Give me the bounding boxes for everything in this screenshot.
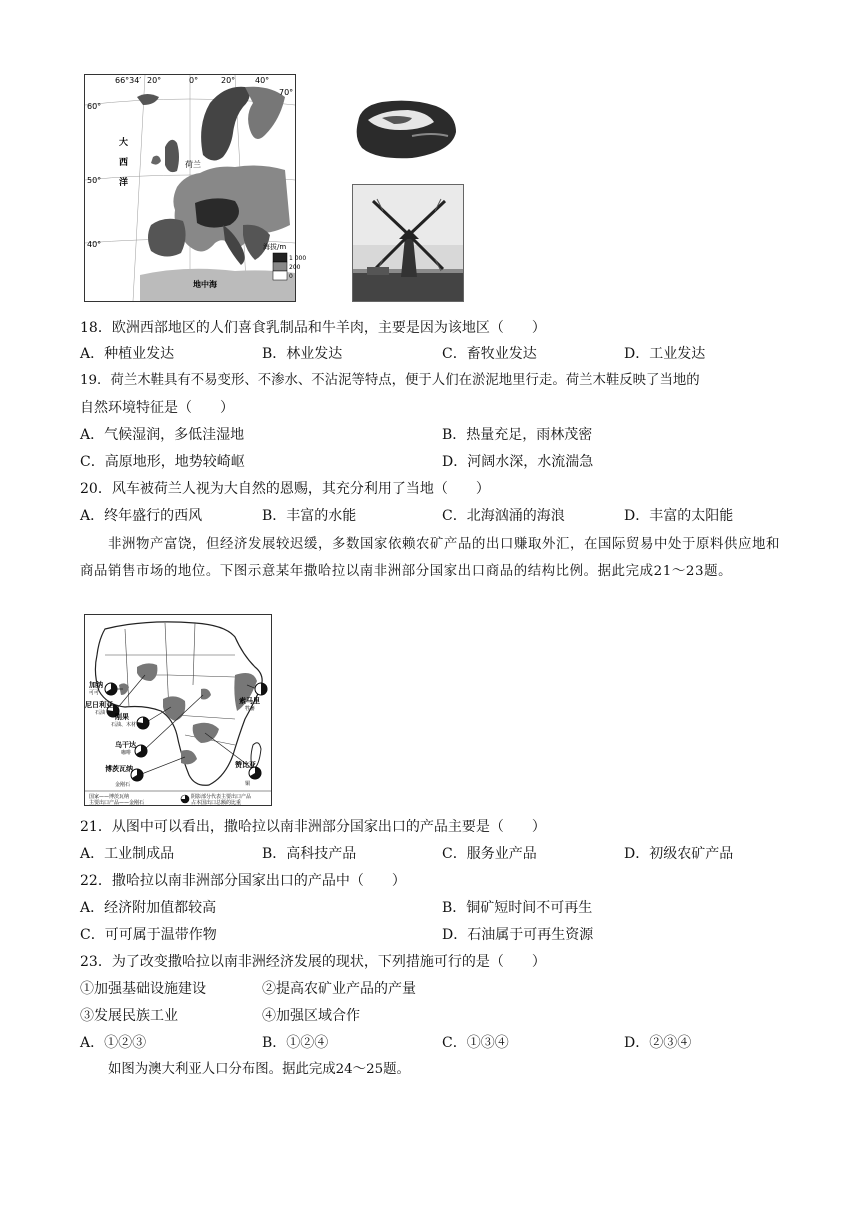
legend-text: 阴影部分代表主要出口产品 xyxy=(191,794,252,800)
q22-option-a[interactable]: A．经济附加值都较高 xyxy=(80,900,217,916)
q18-option-a[interactable]: A．种植业发达 xyxy=(80,346,175,362)
country-label: 加纳 xyxy=(89,681,103,689)
q19-option-b[interactable]: B．热量充足，雨林茂密 xyxy=(442,427,593,443)
legend-title: 海拔/m xyxy=(263,243,287,251)
lon-label: 66°34′ xyxy=(115,76,142,85)
q23-choice-4: ④加强区域合作 xyxy=(262,1008,360,1024)
lon-label: 20° xyxy=(221,76,236,85)
country-label: 赞比亚 xyxy=(235,761,256,769)
country-label: 乌干达 xyxy=(115,741,136,749)
q21-option-b[interactable]: B．高科技产品 xyxy=(262,846,357,862)
q22-option-b[interactable]: B．铜矿短时间不可再生 xyxy=(442,900,593,916)
q23-option-c[interactable]: C．①③④ xyxy=(442,1035,509,1051)
legend-text: 国家——博茨瓦纳 xyxy=(89,794,130,800)
q20-option-c[interactable]: C．北海汹涌的海浪 xyxy=(442,508,565,524)
corner-label: 70° xyxy=(279,88,294,97)
product-label: 铜 xyxy=(245,781,251,787)
q18-option-d[interactable]: D．工业发达 xyxy=(624,346,706,362)
product-label: 咖啡 xyxy=(121,750,132,756)
question-22-stem: 22．撒哈拉以南非洲部分国家出口的产品中（ ） xyxy=(80,873,406,889)
wooden-shoes-photo xyxy=(352,92,460,164)
windmill-photo xyxy=(352,184,464,302)
country-label: 博茨瓦纳 xyxy=(105,765,133,773)
product-label: 石油 xyxy=(95,710,106,716)
q21-option-d[interactable]: D．初级农矿产品 xyxy=(624,846,734,862)
product-label: 石油、木材 xyxy=(111,722,137,728)
pie-chart-icon xyxy=(135,745,147,757)
africa-intro-paragraph: 非洲物产富饶，但经济发展较迟缓，多数国家依赖农矿产品的出口赚取外汇，在国际贸易中处于原料供应地和商品销售市场的地位。下图示意某年撒哈拉以南非洲部分国家出口商品的结构比例。据此完成21～23题。 xyxy=(80,537,780,579)
legend-text: 主要出口产品——金刚石 xyxy=(89,800,145,806)
pie-chart-icon xyxy=(255,683,267,695)
legend-value: 1 000 xyxy=(289,255,307,262)
lon-label: 0° xyxy=(189,76,199,85)
q23-choice-3: ③发展民族工业 xyxy=(80,1008,178,1024)
lat-label: 50° xyxy=(87,176,102,185)
question-19-stem-line1: 19．荷兰木鞋具有不易变形、不渗水、不沾泥等特点，便于人们在淤泥地里行走。荷兰木鞋反映了当地的 xyxy=(80,373,700,388)
question-19-stem-line2: 自然环境特征是（ ） xyxy=(80,400,234,416)
q23-option-d[interactable]: D．②③④ xyxy=(624,1035,692,1051)
pie-chart-icon xyxy=(105,683,117,695)
question-18-stem: 18．欧洲西部地区的人们喜食乳制品和牛羊肉，主要是因为该地区（ ） xyxy=(80,320,546,336)
q23-choice-2: ②提高农矿业产品的产量 xyxy=(262,981,416,997)
question-23-stem: 23．为了改变撒哈拉以南非洲经济发展的现状，下列措施可行的是（ ） xyxy=(80,954,546,970)
q20-option-b[interactable]: B．丰富的水能 xyxy=(262,508,357,524)
ocean-label: 大 xyxy=(119,138,129,148)
ocean-label: 西 xyxy=(119,158,129,168)
country-label: 刚果 xyxy=(115,713,129,721)
lat-label: 40° xyxy=(87,240,102,249)
netherlands-label: 荷兰 xyxy=(185,160,201,169)
q19-option-d[interactable]: D．河阔水深，水流湍急 xyxy=(442,454,594,470)
lon-label: 40° xyxy=(255,76,270,85)
q23-choice-1: ①加强基础设施建设 xyxy=(80,981,206,997)
q18-option-c[interactable]: C．畜牧业发达 xyxy=(442,346,537,362)
product-label: 金刚石 xyxy=(115,782,131,788)
lat-label: 60° xyxy=(87,102,102,111)
question-20-stem: 20．风车被荷兰人视为大自然的恩赐，其充分利用了当地（ ） xyxy=(80,481,490,497)
legend-value: 0 xyxy=(289,273,293,280)
pie-chart-icon xyxy=(137,717,149,729)
q19-option-a[interactable]: A．气候湿润，多低洼湿地 xyxy=(80,427,245,443)
country-label: 索马里 xyxy=(239,697,260,705)
legend-value: 200 xyxy=(289,264,301,271)
australia-intro: 如图为澳大利亚人口分布图。据此完成24～25题。 xyxy=(108,1062,410,1077)
q20-option-a[interactable]: A．终年盛行的西风 xyxy=(80,508,203,524)
europe-map xyxy=(84,74,307,302)
country-label: 尼日利亚 xyxy=(85,701,113,709)
q21-option-c[interactable]: C．服务业产品 xyxy=(442,846,537,862)
q18-option-b[interactable]: B．林业发达 xyxy=(262,346,343,362)
product-label: 牲畜 xyxy=(245,706,256,712)
lon-label: 20° xyxy=(147,76,162,85)
q22-option-d[interactable]: D．石油属于可再生资源 xyxy=(442,927,594,943)
legend-pie-icon xyxy=(181,795,189,803)
q21-option-a[interactable]: A．工业制成品 xyxy=(80,846,175,862)
ocean-label: 洋 xyxy=(119,178,129,188)
q23-option-a[interactable]: A．①②③ xyxy=(80,1035,147,1051)
product-label: 可可 xyxy=(89,690,100,696)
africa-map xyxy=(84,614,272,806)
q19-option-c[interactable]: C．高原地形，地势较崎岖 xyxy=(80,454,245,470)
q20-option-d[interactable]: D．丰富的太阳能 xyxy=(624,508,734,524)
legend-text: 占本国出口总额的比重 xyxy=(191,800,242,806)
question-21-stem: 21．从图中可以看出，撒哈拉以南非洲部分国家出口的产品主要是（ ） xyxy=(80,819,546,835)
q22-option-c[interactable]: C．可可属于温带作物 xyxy=(80,927,217,943)
sea-label: 地中海 xyxy=(193,280,217,289)
q23-option-b[interactable]: B．①②④ xyxy=(262,1035,329,1051)
